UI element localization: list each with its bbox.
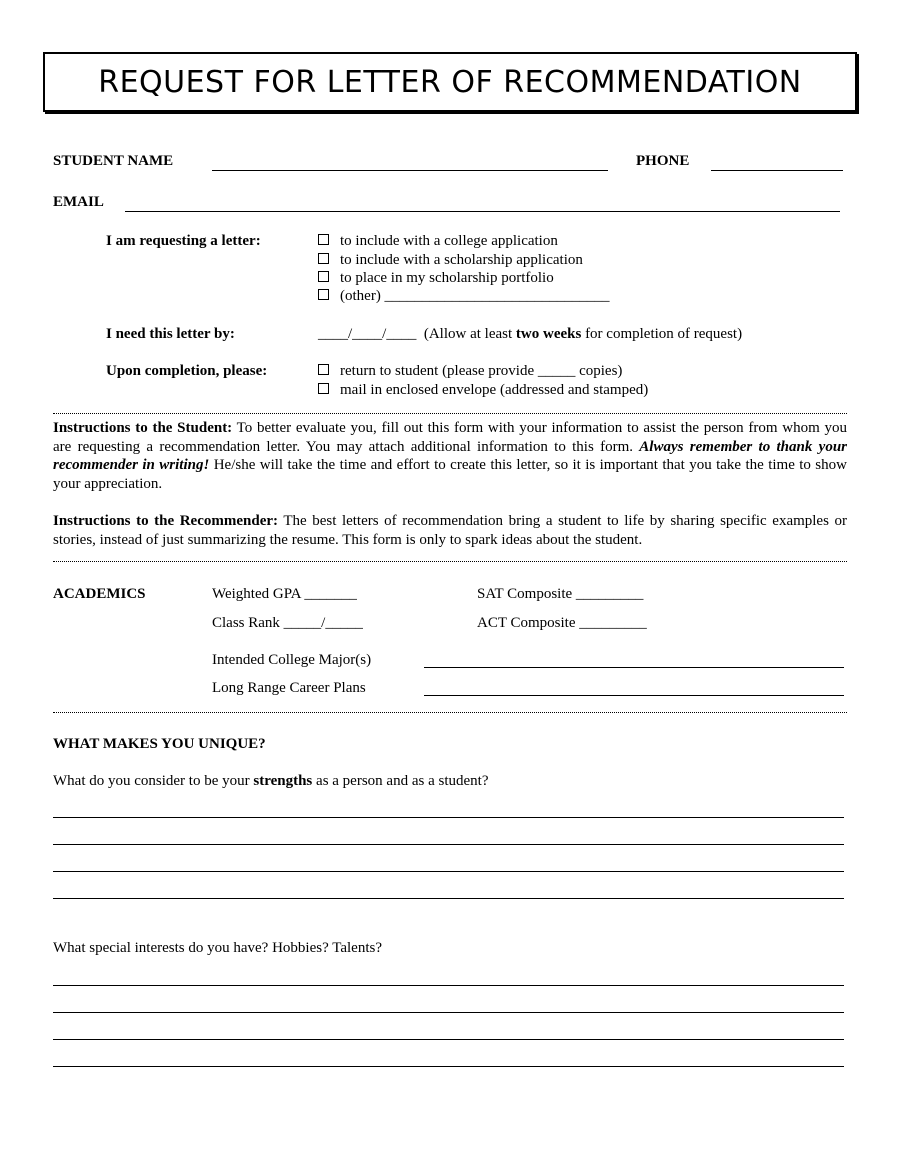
academics-heading: ACADEMICS bbox=[53, 586, 146, 602]
interests-answer-line[interactable] bbox=[53, 1012, 844, 1013]
strengths-answer-line[interactable] bbox=[53, 844, 844, 845]
completion-option-return[interactable]: return to student (please provide _____ copies) bbox=[318, 363, 622, 380]
strengths-question: What do you consider to be your strengths as a person and as a student? bbox=[53, 773, 489, 789]
email-label: EMAIL bbox=[53, 194, 104, 210]
need-by-date[interactable]: ____/____/____ (Allow at least two weeks for completion of request) bbox=[318, 326, 743, 342]
major-label: Intended College Major(s) bbox=[212, 652, 372, 668]
interests-answer-line[interactable] bbox=[53, 1066, 844, 1067]
student-instructions: Instructions to the Student: To better evaluate you, fill out this form with your information to assist the person from whom you are requesting a recommendation letter. You may attach additional information to this form. Always remember to thank your recommender in writing! He/she will take the time and effort to create this letter, so it is important that you take the time to show your appreciation. bbox=[53, 420, 848, 492]
interests-question: What special interests do you have? Hobbies? Talents? bbox=[53, 940, 382, 956]
checkbox-icon[interactable] bbox=[318, 234, 329, 245]
checkbox-icon[interactable] bbox=[318, 271, 329, 282]
page-title: REQUEST FOR LETTER OF RECOMMENDATION bbox=[98, 65, 802, 100]
strengths-answer-line[interactable] bbox=[53, 871, 844, 872]
career-field[interactable] bbox=[424, 695, 844, 696]
student-name-label: STUDENT NAME bbox=[53, 153, 174, 169]
weighted-gpa-field[interactable]: Weighted GPA _______ bbox=[212, 586, 357, 602]
checkbox-icon[interactable] bbox=[318, 383, 329, 394]
phone-label: PHONE bbox=[636, 153, 690, 169]
strengths-answer-line[interactable] bbox=[53, 817, 844, 818]
unique-heading: WHAT MAKES YOU UNIQUE? bbox=[53, 736, 266, 752]
completion-option-mail[interactable]: mail in enclosed envelope (addressed and stamped) bbox=[318, 382, 648, 399]
divider bbox=[53, 413, 847, 414]
phone-field[interactable] bbox=[711, 170, 843, 171]
interests-answer-line[interactable] bbox=[53, 1039, 844, 1040]
strengths-answer-line[interactable] bbox=[53, 898, 844, 899]
checkbox-icon[interactable] bbox=[318, 364, 329, 375]
email-field[interactable] bbox=[125, 211, 840, 212]
class-rank-field[interactable]: Class Rank _____/_____ bbox=[212, 615, 363, 631]
act-field[interactable]: ACT Composite _________ bbox=[477, 615, 647, 631]
recommender-instructions: Instructions to the Recommender: The best letters of recommendation bring a student to life by sharing specific examples or stories, instead of just summarizing the resume. This form is only to spark ideas about the student. bbox=[53, 513, 847, 548]
request-option-other[interactable]: (other) ______________________________ bbox=[318, 288, 610, 305]
request-option-scholarship[interactable]: to include with a scholarship application bbox=[318, 252, 583, 269]
request-option-portfolio[interactable]: to place in my scholarship portfolio bbox=[318, 270, 554, 287]
need-by-label: I need this letter by: bbox=[106, 326, 235, 342]
student-name-field[interactable] bbox=[212, 170, 608, 171]
major-field[interactable] bbox=[424, 667, 844, 668]
checkbox-icon[interactable] bbox=[318, 253, 329, 264]
interests-answer-line[interactable] bbox=[53, 985, 844, 986]
sat-field[interactable]: SAT Composite _________ bbox=[477, 586, 644, 602]
career-label: Long Range Career Plans bbox=[212, 680, 366, 696]
completion-label: Upon completion, please: bbox=[106, 363, 268, 379]
divider bbox=[53, 561, 847, 562]
checkbox-icon[interactable] bbox=[318, 289, 329, 300]
divider bbox=[53, 712, 847, 713]
request-option-college[interactable]: to include with a college application bbox=[318, 233, 558, 250]
title-box bbox=[43, 52, 857, 112]
requesting-label: I am requesting a letter: bbox=[106, 233, 261, 249]
